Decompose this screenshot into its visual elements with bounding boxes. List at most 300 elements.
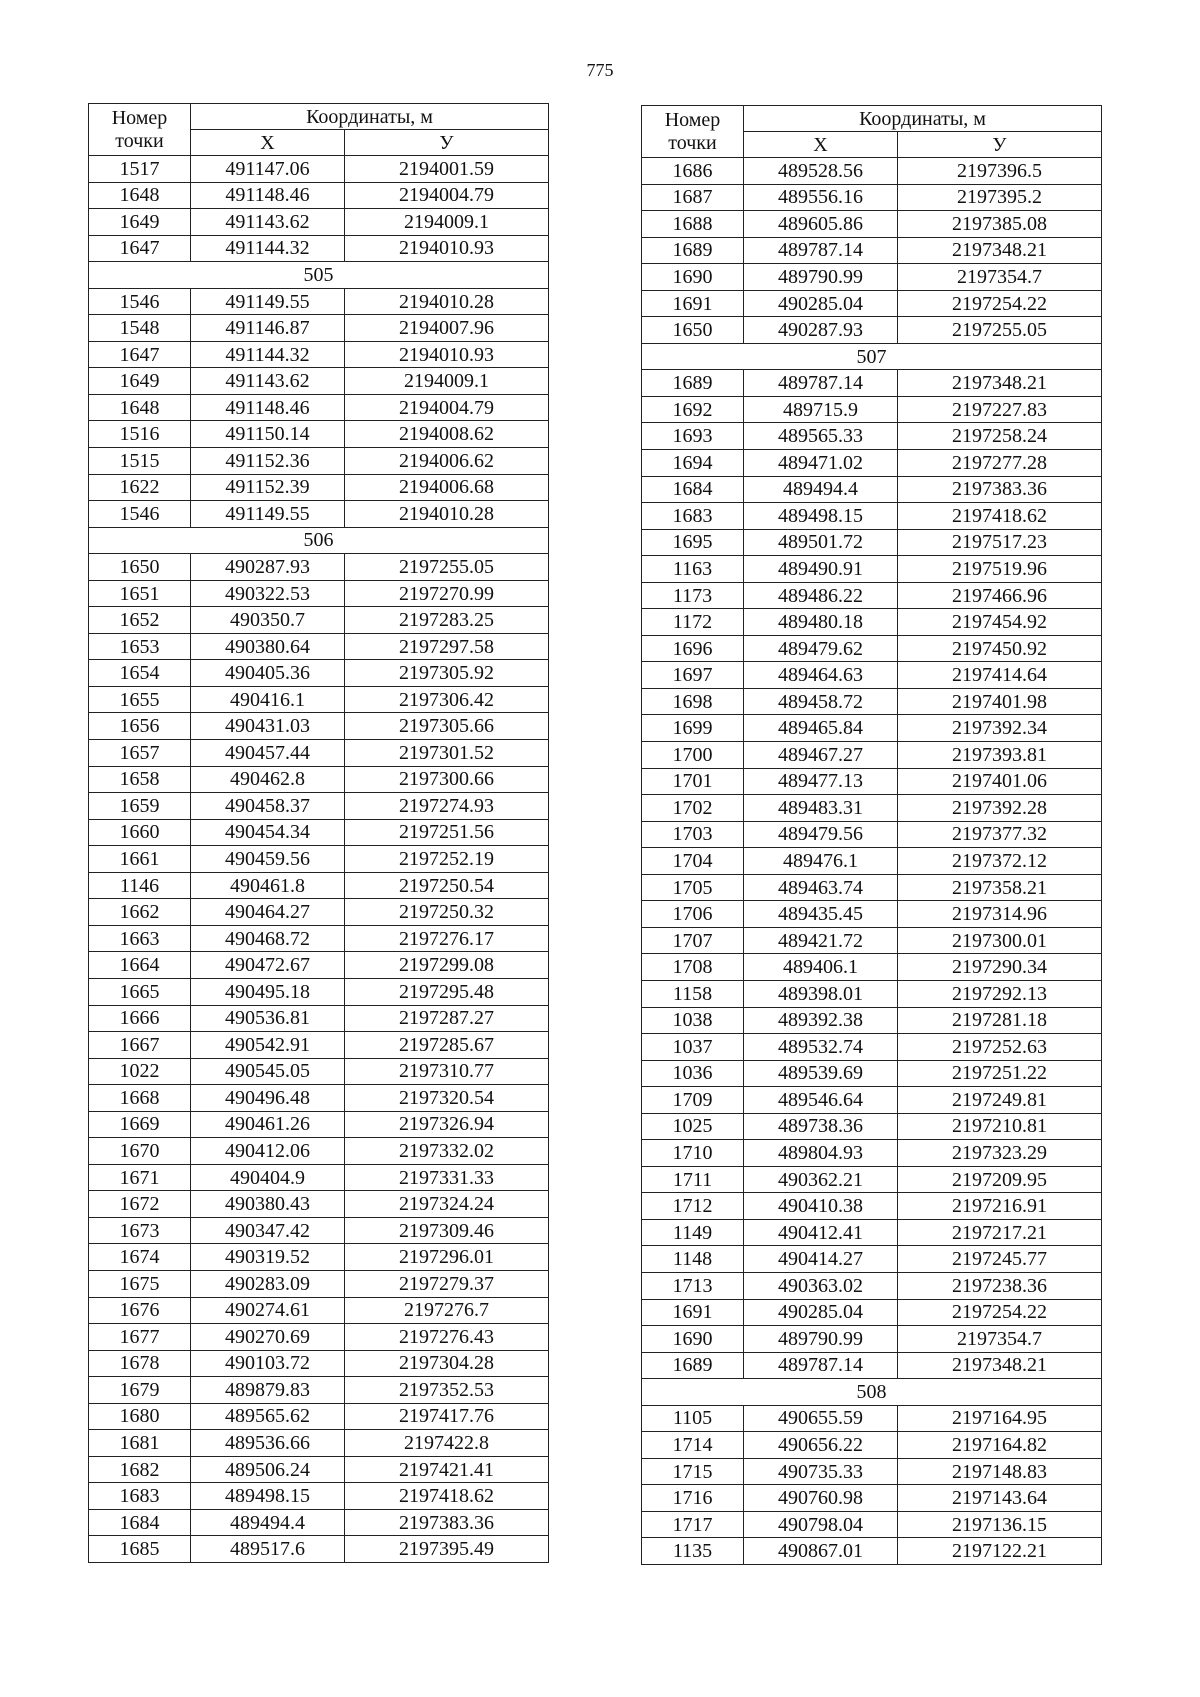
y-coordinate-cell: 2197377.32 [898,821,1102,848]
x-coordinate-cell: 490414.27 [744,1246,898,1273]
point-number-cell: 1712 [642,1193,744,1220]
coordinates-header: Координаты, м [191,104,549,130]
y-coordinate-cell: 2197251.22 [898,1060,1102,1087]
x-coordinate-cell: 489421.72 [744,927,898,954]
x-coordinate-cell: 490283.09 [191,1270,345,1297]
point-number-cell: 1716 [642,1485,744,1512]
x-coordinate-cell: 490798.04 [744,1511,898,1538]
x-coordinate-cell: 489787.14 [744,370,898,397]
y-coordinate-cell: 2197276.43 [345,1324,549,1351]
x-coordinate-cell: 489790.99 [744,264,898,291]
x-coordinate-cell: 489398.01 [744,980,898,1007]
y-coordinate-cell: 2197310.77 [345,1058,549,1085]
y-coordinate-cell: 2197305.92 [345,660,549,687]
x-coordinate-cell: 490536.81 [191,1005,345,1032]
table-row [89,1217,549,1244]
point-number-cell: 1163 [642,556,744,583]
table-row [89,1058,549,1085]
point-number-cell: 1702 [642,795,744,822]
y-coordinate-cell: 2197348.21 [898,370,1102,397]
x-coordinate-cell: 490431.03 [191,713,345,740]
point-number-cell: 1517 [89,156,191,183]
point-number-cell: 1696 [642,635,744,662]
x-coordinate-cell: 490287.93 [191,554,345,581]
table-row [89,448,549,475]
y-coordinate-cell: 2197352.53 [345,1377,549,1404]
x-coordinate-cell: 490350.7 [191,607,345,634]
y-coordinate-cell: 2197285.67 [345,1032,549,1059]
y-coordinate-cell: 2197258.24 [898,423,1102,450]
y-coordinate-cell: 2197323.29 [898,1140,1102,1167]
table-row [89,1164,549,1191]
point-number-cell: 1711 [642,1166,744,1193]
y-coordinate-cell: 2194006.62 [345,448,549,475]
table-row [89,235,549,262]
point-number-cell: 1715 [642,1458,744,1485]
section-number: 508 [642,1379,1102,1406]
y-coordinate-cell: 2197392.28 [898,795,1102,822]
y-coordinate-cell: 2197305.66 [345,713,549,740]
y-coordinate-cell: 2197245.77 [898,1246,1102,1273]
table-row [642,980,1102,1007]
table-row [642,264,1102,291]
y-coordinate-cell: 2197331.33 [345,1164,549,1191]
table-row [89,394,549,421]
y-header: У [898,132,1102,158]
y-coordinate-cell: 2197250.32 [345,899,549,926]
x-coordinate-cell: 490362.21 [744,1166,898,1193]
point-number-cell: 1689 [642,1352,744,1379]
y-coordinate-cell: 2197255.05 [898,317,1102,344]
x-coordinate-cell: 491150.14 [191,421,345,448]
y-coordinate-cell: 2197372.12 [898,848,1102,875]
y-coordinate-cell: 2197252.19 [345,846,549,873]
point-number-cell: 1703 [642,821,744,848]
x-coordinate-cell: 489498.15 [191,1483,345,1510]
point-number-cell: 1673 [89,1217,191,1244]
table-row [642,529,1102,556]
y-coordinate-cell: 2197297.58 [345,633,549,660]
x-coordinate-cell: 490545.05 [191,1058,345,1085]
y-coordinate-cell: 2197395.2 [898,184,1102,211]
table-row [642,237,1102,264]
point-number-cell: 1548 [89,315,191,342]
x-coordinate-cell: 490760.98 [744,1485,898,1512]
x-coordinate-cell: 489498.15 [744,503,898,530]
y-coordinate-cell: 2197287.27 [345,1005,549,1032]
table-row [89,341,549,368]
point-number-cell: 1701 [642,768,744,795]
point-number-cell: 1704 [642,848,744,875]
table-row [642,1485,1102,1512]
x-coordinate-cell: 489494.4 [191,1509,345,1536]
table-row [642,1272,1102,1299]
point-number-cell: 1657 [89,740,191,767]
point-number-cell: 1713 [642,1272,744,1299]
y-coordinate-cell: 2194009.1 [345,209,549,236]
section-row [89,527,549,554]
table-row [642,1299,1102,1326]
x-coordinate-cell: 490319.52 [191,1244,345,1271]
table-row [642,1432,1102,1459]
y-coordinate-cell: 2194004.79 [345,394,549,421]
table-row [642,1246,1102,1273]
y-coordinate-cell: 2197348.21 [898,1352,1102,1379]
y-coordinate-cell: 2194006.68 [345,474,549,501]
y-coordinate-cell: 2197418.62 [898,503,1102,530]
y-coordinate-cell: 2197210.81 [898,1113,1102,1140]
table-row [642,1193,1102,1220]
y-coordinate-cell: 2194010.93 [345,341,549,368]
point-number-cell: 1710 [642,1140,744,1167]
table-row [89,633,549,660]
point-number-cell: 1676 [89,1297,191,1324]
y-coordinate-cell: 2197454.92 [898,609,1102,636]
x-coordinate-cell: 491148.46 [191,182,345,209]
table-row [642,1219,1102,1246]
point-number-cell: 1173 [642,582,744,609]
y-coordinate-cell: 2197249.81 [898,1087,1102,1114]
point-number-cell: 1651 [89,580,191,607]
y-coordinate-cell: 2197227.83 [898,396,1102,423]
x-coordinate-cell: 489406.1 [744,954,898,981]
y-coordinate-cell: 2197304.28 [345,1350,549,1377]
table-row [89,1456,549,1483]
point-number-cell: 1684 [642,476,744,503]
table-row [89,580,549,607]
y-coordinate-cell: 2197254.22 [898,1299,1102,1326]
y-coordinate-cell: 2197251.56 [345,819,549,846]
y-coordinate-cell: 2197281.18 [898,1007,1102,1034]
point-number-cell: 1647 [89,341,191,368]
table-row [89,1138,549,1165]
x-coordinate-cell: 489517.6 [191,1536,345,1563]
point-number-cell: 1654 [89,660,191,687]
x-coordinate-cell: 490287.93 [744,317,898,344]
point-number-cell: 1660 [89,819,191,846]
x-coordinate-cell: 490410.38 [744,1193,898,1220]
x-coordinate-cell: 489479.62 [744,635,898,662]
y-coordinate-cell: 2197422.8 [345,1430,549,1457]
y-coordinate-cell: 2197148.83 [898,1458,1102,1485]
x-coordinate-cell: 491148.46 [191,394,345,421]
point-number-cell: 1683 [89,1483,191,1510]
x-coordinate-cell: 489435.45 [744,901,898,928]
point-number-cell: 1686 [642,158,744,185]
table-row [89,660,549,687]
x-coordinate-cell: 491152.39 [191,474,345,501]
point-number-cell: 1546 [89,288,191,315]
x-coordinate-cell: 490404.9 [191,1164,345,1191]
x-coordinate-cell: 490454.34 [191,819,345,846]
point-number-cell: 1135 [642,1538,744,1565]
point-number-cell: 1148 [642,1246,744,1273]
table-row [642,317,1102,344]
y-coordinate-cell: 2194007.96 [345,315,549,342]
point-number-cell: 1652 [89,607,191,634]
y-coordinate-cell: 2197274.93 [345,793,549,820]
x-coordinate-cell: 489392.38 [744,1007,898,1034]
y-coordinate-cell: 2197314.96 [898,901,1102,928]
table-row [89,819,549,846]
point-number-cell: 1664 [89,952,191,979]
table-row [89,1483,549,1510]
point-number-cell: 1700 [642,742,744,769]
table-row [89,1297,549,1324]
section-row [642,343,1102,370]
x-header: X [744,132,898,158]
point-number-cell: 1158 [642,980,744,1007]
x-coordinate-cell: 489458.72 [744,688,898,715]
y-coordinate-cell: 2194009.1 [345,368,549,395]
section-number: 507 [642,343,1102,370]
section-row [642,1379,1102,1406]
x-coordinate-cell: 491149.55 [191,501,345,528]
point-number-cell: 1683 [642,503,744,530]
x-header: X [191,130,345,156]
y-coordinate-cell: 2197348.21 [898,237,1102,264]
table-row [89,1350,549,1377]
x-coordinate-cell: 489463.74 [744,874,898,901]
table-row [642,1113,1102,1140]
x-coordinate-cell: 490461.8 [191,872,345,899]
x-coordinate-cell: 489536.66 [191,1430,345,1457]
point-number-cell: 1714 [642,1432,744,1459]
y-coordinate-cell: 2197354.7 [898,1326,1102,1353]
y-coordinate-cell: 2197292.13 [898,980,1102,1007]
point-number-cell: 1695 [642,529,744,556]
x-coordinate-cell: 489490.91 [744,556,898,583]
table-row [642,609,1102,636]
x-coordinate-cell: 489556.16 [744,184,898,211]
table-row [642,662,1102,689]
x-coordinate-cell: 490542.91 [191,1032,345,1059]
x-coordinate-cell: 491146.87 [191,315,345,342]
x-coordinate-cell: 489546.64 [744,1087,898,1114]
table-row [642,184,1102,211]
x-coordinate-cell: 489477.13 [744,768,898,795]
table-row [89,846,549,873]
point-number-cell: 1697 [642,662,744,689]
y-coordinate-cell: 2197414.64 [898,662,1102,689]
point-number-cell: 1685 [89,1536,191,1563]
x-coordinate-cell: 491143.62 [191,368,345,395]
point-number-cell: 1682 [89,1456,191,1483]
x-coordinate-cell: 489494.4 [744,476,898,503]
point-number-cell: 1666 [89,1005,191,1032]
x-coordinate-cell: 489879.83 [191,1377,345,1404]
table-row [642,1326,1102,1353]
point-number-cell: 1681 [89,1430,191,1457]
table-row [89,1111,549,1138]
y-coordinate-cell: 2197276.7 [345,1297,549,1324]
section-row [89,262,549,289]
x-coordinate-cell: 490735.33 [744,1458,898,1485]
x-coordinate-cell: 491147.06 [191,156,345,183]
table-row [89,686,549,713]
x-coordinate-cell: 490322.53 [191,580,345,607]
point-number-cell: 1698 [642,688,744,715]
table-row [89,368,549,395]
point-number-cell: 1647 [89,235,191,262]
point-number-cell: 1674 [89,1244,191,1271]
point-number-cell: 1708 [642,954,744,981]
point-number-cell: 1656 [89,713,191,740]
x-coordinate-cell: 490468.72 [191,925,345,952]
table-row [642,715,1102,742]
table-row [642,211,1102,238]
x-coordinate-cell: 490380.64 [191,633,345,660]
y-coordinate-cell: 2197354.7 [898,264,1102,291]
x-coordinate-cell: 489804.93 [744,1140,898,1167]
y-coordinate-cell: 2197401.98 [898,688,1102,715]
point-number-cell: 1649 [89,209,191,236]
table-row [89,1032,549,1059]
table-row [642,556,1102,583]
table-row [642,1352,1102,1379]
y-header: У [345,130,549,156]
table-row [642,158,1102,185]
y-coordinate-cell: 2197383.36 [898,476,1102,503]
table-row [642,848,1102,875]
coordinates-header: Координаты, м [744,106,1102,132]
x-coordinate-cell: 489528.56 [744,158,898,185]
point-number-cell: 1149 [642,1219,744,1246]
table-row [642,503,1102,530]
x-coordinate-cell: 490380.43 [191,1191,345,1218]
table-row [89,872,549,899]
table-row [89,501,549,528]
point-number-cell: 1659 [89,793,191,820]
point-number-cell: 1546 [89,501,191,528]
y-coordinate-cell: 2194008.62 [345,421,549,448]
x-coordinate-cell: 489790.99 [744,1326,898,1353]
table-row [642,927,1102,954]
table-row [642,370,1102,397]
table-row [642,742,1102,769]
table-row [642,821,1102,848]
x-coordinate-cell: 489715.9 [744,396,898,423]
point-number-cell: 1690 [642,1326,744,1353]
x-coordinate-cell: 490464.27 [191,899,345,926]
table-row [642,290,1102,317]
x-coordinate-cell: 490656.22 [744,1432,898,1459]
y-coordinate-cell: 2197295.48 [345,978,549,1005]
table-row [89,1403,549,1430]
y-coordinate-cell: 2197296.01 [345,1244,549,1271]
y-coordinate-cell: 2197421.41 [345,1456,549,1483]
x-coordinate-cell: 490363.02 [744,1272,898,1299]
point-number-cell: 1689 [642,370,744,397]
x-coordinate-cell: 490495.18 [191,978,345,1005]
point-number-cell: 1699 [642,715,744,742]
point-number-cell: 1516 [89,421,191,448]
right-table-body [642,158,1102,1565]
x-coordinate-cell: 489565.62 [191,1403,345,1430]
y-coordinate-cell: 2194010.28 [345,501,549,528]
x-coordinate-cell: 489483.31 [744,795,898,822]
point-number-cell: 1670 [89,1138,191,1165]
point-number-cell: 1693 [642,423,744,450]
y-coordinate-cell: 2197279.37 [345,1270,549,1297]
x-coordinate-cell: 490459.56 [191,846,345,873]
y-coordinate-cell: 2197301.52 [345,740,549,767]
y-coordinate-cell: 2197401.06 [898,768,1102,795]
x-coordinate-cell: 490412.41 [744,1219,898,1246]
point-number-cell: 1648 [89,394,191,421]
x-coordinate-cell: 489467.27 [744,742,898,769]
table-row [642,688,1102,715]
table-row [642,423,1102,450]
point-number-cell: 1022 [89,1058,191,1085]
x-coordinate-cell: 491149.55 [191,288,345,315]
x-coordinate-cell: 490461.26 [191,1111,345,1138]
table-row [642,1007,1102,1034]
table-row [89,182,549,209]
table-row [642,1034,1102,1061]
x-coordinate-cell: 489787.14 [744,237,898,264]
table-row [89,315,549,342]
table-row [89,1191,549,1218]
table-row [89,1244,549,1271]
point-number-cell: 1655 [89,686,191,713]
point-number-cell: 1036 [642,1060,744,1087]
y-coordinate-cell: 2197300.66 [345,766,549,793]
point-number-cell: 1717 [642,1511,744,1538]
y-coordinate-cell: 2197283.25 [345,607,549,634]
x-coordinate-cell: 489480.18 [744,609,898,636]
y-coordinate-cell: 2197358.21 [898,874,1102,901]
table-row [89,1509,549,1536]
y-coordinate-cell: 2197122.21 [898,1538,1102,1565]
table-row [642,396,1102,423]
table-row [89,1085,549,1112]
y-coordinate-cell: 2197276.17 [345,925,549,952]
table-row [89,1270,549,1297]
x-coordinate-cell: 489506.24 [191,1456,345,1483]
table-row [89,156,549,183]
x-coordinate-cell: 490416.1 [191,686,345,713]
y-coordinate-cell: 2197395.49 [345,1536,549,1563]
y-coordinate-cell: 2197466.96 [898,582,1102,609]
table-row [89,793,549,820]
table-row [642,476,1102,503]
y-coordinate-cell: 2197450.92 [898,635,1102,662]
y-coordinate-cell: 2197217.21 [898,1219,1102,1246]
point-number-cell: 1172 [642,609,744,636]
x-coordinate-cell: 490472.67 [191,952,345,979]
point-number-cell: 1669 [89,1111,191,1138]
x-coordinate-cell: 490412.06 [191,1138,345,1165]
point-number-cell: 1707 [642,927,744,954]
left-table-body [89,156,549,1563]
x-coordinate-cell: 489565.33 [744,423,898,450]
table-row [642,635,1102,662]
point-number-cell: 1662 [89,899,191,926]
x-coordinate-cell: 490285.04 [744,1299,898,1326]
coordinates-table-left [88,103,549,1563]
table-row [89,209,549,236]
x-coordinate-cell: 490405.36 [191,660,345,687]
x-coordinate-cell: 490103.72 [191,1350,345,1377]
point-number-cell: 1679 [89,1377,191,1404]
point-number-cell: 1678 [89,1350,191,1377]
point-number-cell: 1622 [89,474,191,501]
point-number-cell: 1675 [89,1270,191,1297]
point-number-cell: 1677 [89,1324,191,1351]
table-row [89,607,549,634]
y-coordinate-cell: 2197519.96 [898,556,1102,583]
